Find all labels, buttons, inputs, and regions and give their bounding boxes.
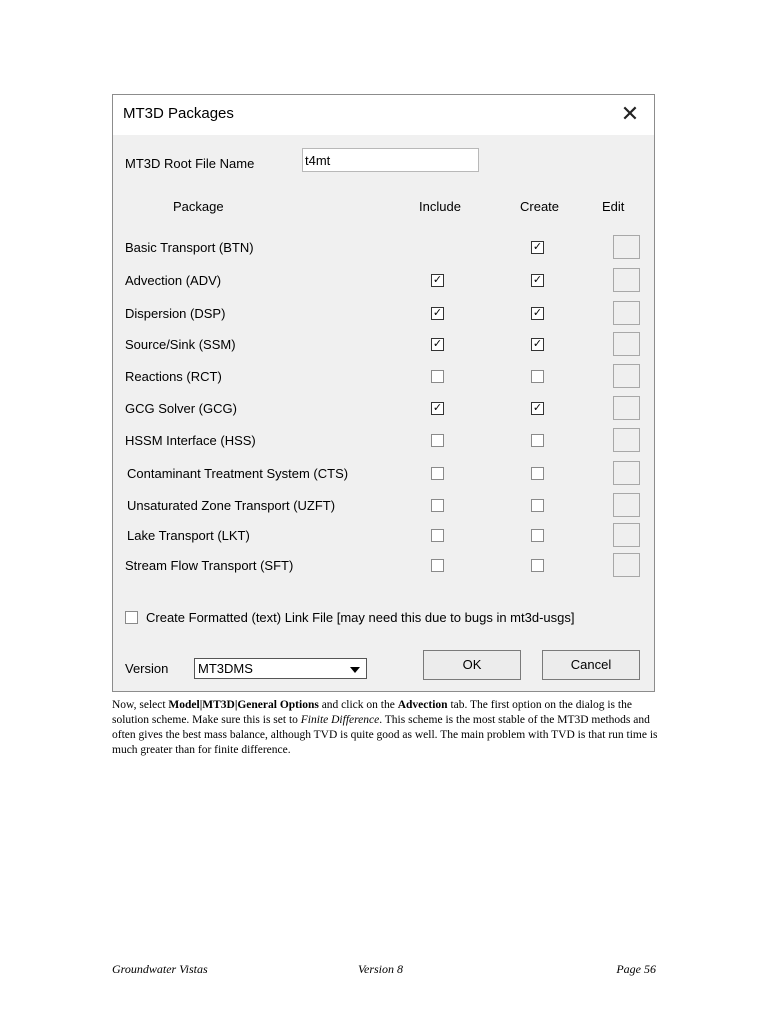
cancel-button[interactable]: Cancel xyxy=(542,650,640,680)
package-row xyxy=(113,332,654,358)
root-file-label: MT3D Root File Name xyxy=(125,156,255,171)
dialog-titlebar xyxy=(113,95,654,135)
package-row xyxy=(113,553,654,579)
version-select[interactable] xyxy=(194,658,367,679)
text-run: tab. The first option on the dialog is the solution scheme. Make sure this is set to xyxy=(112,699,632,726)
chevron-down-icon[interactable] xyxy=(350,667,360,673)
close-icon[interactable]: ✕ xyxy=(620,101,640,126)
scheme-name-text: Finite Difference xyxy=(300,714,380,726)
footer-center: Version 8 xyxy=(358,962,403,976)
create-checkbox[interactable] xyxy=(531,499,544,512)
package-row xyxy=(113,235,654,261)
text-run: and click on the xyxy=(318,699,398,711)
package-row xyxy=(113,523,654,549)
include-checkbox[interactable] xyxy=(431,559,444,572)
include-checkbox[interactable] xyxy=(431,529,444,542)
include-checkbox[interactable] xyxy=(431,499,444,512)
package-row xyxy=(113,461,654,487)
tab-name-text: Advection xyxy=(397,699,448,711)
root-file-input[interactable] xyxy=(302,148,479,172)
package-label: Lake Transport (LKT) xyxy=(127,528,250,543)
package-label: Unsaturated Zone Transport (UZFT) xyxy=(127,498,336,513)
include-checkbox[interactable] xyxy=(431,467,444,480)
formatted-link-label: Create Formatted (text) Link File [may need this due to bugs in mt3d-usgs] xyxy=(146,610,575,625)
include-checkbox[interactable] xyxy=(431,434,444,447)
package-row xyxy=(113,268,654,294)
mt3d-packages-dialog xyxy=(112,94,655,692)
include-checkbox[interactable] xyxy=(431,370,444,383)
package-label: Stream Flow Transport (SFT) xyxy=(125,558,294,573)
package-label: Contaminant Treatment System (CTS) xyxy=(127,466,349,481)
package-row xyxy=(113,396,654,422)
edit-button[interactable] xyxy=(613,428,640,452)
include-checkbox[interactable]: ✓ xyxy=(432,402,443,414)
edit-button[interactable] xyxy=(613,235,640,259)
package-row xyxy=(113,428,654,454)
package-row xyxy=(113,493,654,519)
text-run: . This scheme is the most stable of the MT3D methods and often gives the best mass balance, although TVD is quite good as well. The main problem with TVD is that run time is much greater than for finite difference. xyxy=(112,714,658,756)
package-label: Advection (ADV) xyxy=(125,273,222,288)
create-checkbox[interactable]: ✓ xyxy=(532,274,543,286)
version-select-value: MT3DMS xyxy=(198,661,253,676)
create-checkbox[interactable] xyxy=(531,559,544,572)
ok-button[interactable]: OK xyxy=(423,650,521,680)
text-run: Now, select xyxy=(112,699,169,711)
column-header-package: Package xyxy=(173,199,224,214)
footer-right: Page 56 xyxy=(616,962,656,976)
package-row xyxy=(113,301,654,327)
edit-button[interactable] xyxy=(613,332,640,356)
create-checkbox[interactable]: ✓ xyxy=(532,307,543,319)
package-label: Basic Transport (BTN) xyxy=(125,240,254,255)
edit-button[interactable] xyxy=(613,553,640,577)
create-checkbox[interactable] xyxy=(531,370,544,383)
edit-button[interactable] xyxy=(613,396,640,420)
edit-button[interactable] xyxy=(613,523,640,547)
create-checkbox[interactable]: ✓ xyxy=(532,338,543,350)
column-header-edit: Edit xyxy=(602,199,625,214)
include-checkbox[interactable]: ✓ xyxy=(432,307,443,319)
package-row xyxy=(113,364,654,390)
edit-button[interactable] xyxy=(613,461,640,485)
edit-button[interactable] xyxy=(613,364,640,388)
package-label: Reactions (RCT) xyxy=(125,369,222,384)
version-label: Version xyxy=(125,661,169,676)
include-checkbox[interactable]: ✓ xyxy=(432,338,443,350)
column-header-create: Create xyxy=(520,199,560,214)
package-label: Dispersion (DSP) xyxy=(125,306,226,321)
footer-left: Groundwater Vistas xyxy=(112,962,208,976)
create-checkbox[interactable] xyxy=(531,529,544,542)
formatted-link-checkbox[interactable] xyxy=(125,611,138,624)
package-label: GCG Solver (GCG) xyxy=(125,401,237,416)
instruction-paragraph xyxy=(112,698,658,758)
include-checkbox[interactable]: ✓ xyxy=(432,274,443,286)
create-checkbox[interactable] xyxy=(531,467,544,480)
column-header-include: Include xyxy=(419,199,461,214)
package-label: Source/Sink (SSM) xyxy=(125,337,236,352)
dialog-title: MT3D Packages xyxy=(123,105,234,122)
create-checkbox[interactable] xyxy=(531,434,544,447)
package-label: HSSM Interface (HSS) xyxy=(125,433,256,448)
create-checkbox[interactable]: ✓ xyxy=(532,241,543,253)
create-checkbox[interactable]: ✓ xyxy=(532,402,543,414)
edit-button[interactable] xyxy=(613,493,640,517)
edit-button[interactable] xyxy=(613,268,640,292)
menu-path-text: Model|MT3D|General Options xyxy=(168,699,319,711)
edit-button[interactable] xyxy=(613,301,640,325)
